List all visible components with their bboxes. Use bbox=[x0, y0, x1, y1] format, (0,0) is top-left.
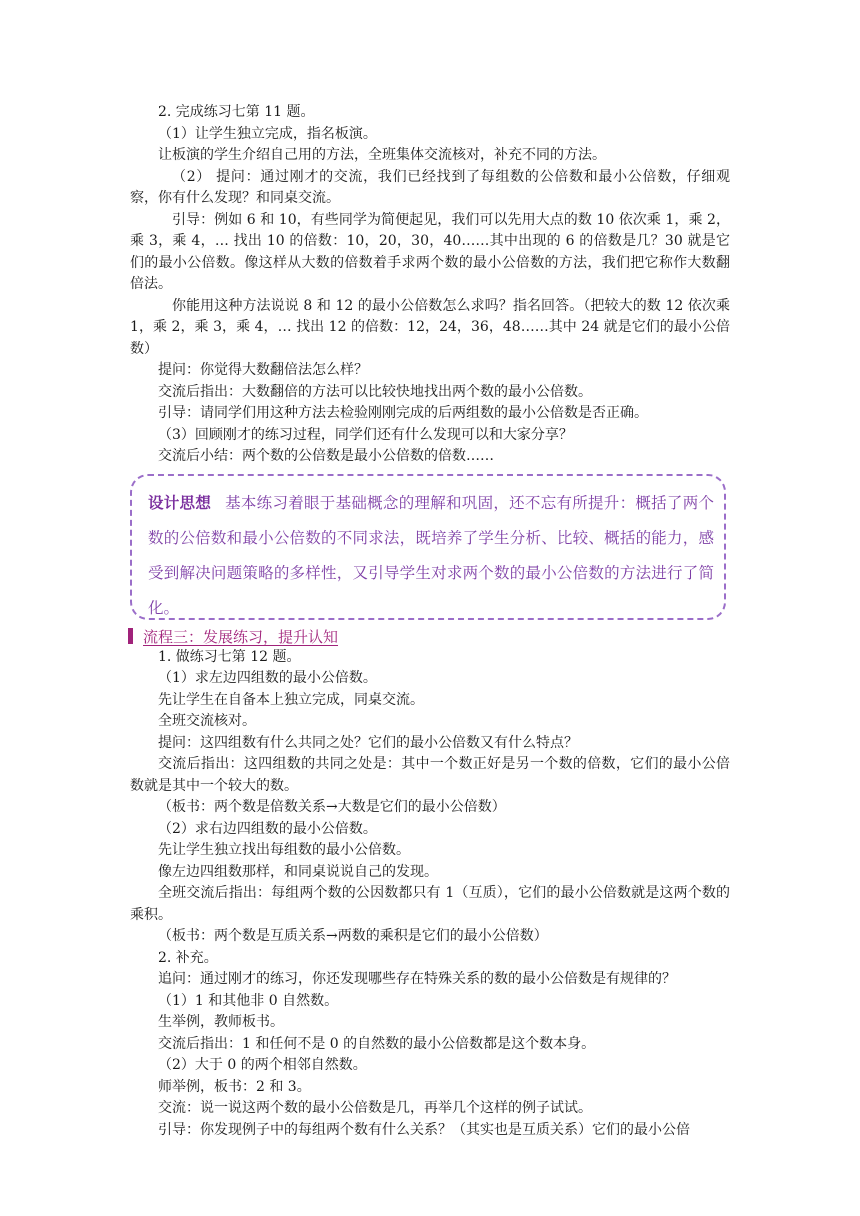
paragraph: 你能用这种方法说说 8 和 12 的最小公倍数怎么求吗？指名回答。（把较大的数 12 依次乘 1，乘 2，乘 3，乘 4，… 找出 12 的倍数：12，24，36，48……其中 24 就是它们的最小公倍数） bbox=[130, 297, 730, 357]
section-marker-bar bbox=[128, 628, 133, 644]
design-thought-body: 基本练习着眼于基础概念的理解和巩固，还不忘有所提升：概括了两个数的公倍数和最小公倍数的不同求法，既培养了学生分析、比较、概括的能力，感受到解决问题策略的多样性，又引导学生对求两个数的最小公倍数的方法进行了简化。 bbox=[148, 493, 714, 617]
paragraph: 引导：例如 6 和 10，有些同学为简便起见，我们可以先用大点的数 10 依次乘 1，乘 2，乘 3，乘 4，… 找出 10 的倍数：10，20，30，40……其中出现的 6 的倍数是几？30 就是它们的最小公倍数。像这样从大数的倍数着手求两个数的最小公倍数的方法，我们把它称作大数翻倍法。 bbox=[130, 211, 730, 292]
paragraph: 交流后小结：两个数的公倍数是最小公倍数的倍数…… bbox=[158, 448, 494, 464]
paragraph: 全班交流核对。 bbox=[158, 713, 256, 729]
paragraph: 2. 完成练习七第 11 题。 bbox=[158, 104, 315, 120]
paragraph: 全班交流后指出：每组两个数的公因数都只有 1（互质），它们的最小公倍数就是这两个数的乘积。 bbox=[130, 885, 730, 923]
paragraph: 先让学生在自备本上独立完成，同桌交流。 bbox=[158, 691, 424, 708]
content-area bbox=[130, 102, 730, 1141]
paragraph: （1）1 和其他非 0 自然数。 bbox=[158, 992, 339, 1009]
paragraph: 提问：这四组数有什么共同之处？它们的最小公倍数又有什么特点？ bbox=[158, 734, 578, 751]
design-thought-text bbox=[148, 486, 714, 626]
paragraph: （板书：两个数是倍数关系→大数是它们的最小公倍数） bbox=[158, 799, 506, 815]
paragraph: 提问：你觉得大数翻倍法怎么样？ bbox=[158, 362, 368, 378]
section-title: 流程三：发展练习，提升认知 bbox=[143, 627, 339, 646]
paragraph: （2） 提问：通过刚才的交流，我们已经找到了每组数的公倍数和最小公倍数，仔细观察，你有什么发现？和同桌交流。 bbox=[130, 168, 730, 206]
section-heading bbox=[128, 626, 730, 647]
design-thought-box bbox=[130, 474, 726, 620]
paragraph: 生举例，教师板书。 bbox=[158, 1014, 284, 1030]
paragraph: （3）回顾刚才的练习过程，同学们还有什么发现可以和大家分享？ bbox=[158, 426, 573, 443]
paragraph: 先让学生独立找出每组数的最小公倍数。 bbox=[158, 842, 410, 858]
paragraph: （板书：两个数是互质关系→两数的乘积是它们的最小公倍数） bbox=[158, 928, 548, 944]
paragraph: （2）求右边四组数的最小公倍数。 bbox=[158, 820, 377, 837]
paragraph: 交流后指出：1 和任何不是 0 的自然数的最小公倍数都是这个数本身。 bbox=[158, 1035, 596, 1052]
paragraph: （1）让学生独立完成，指名板演。 bbox=[158, 125, 377, 142]
design-thought-title: 设计思想 bbox=[148, 493, 212, 512]
paragraph: 交流：说一说这两个数的最小公倍数是几，再举几个这样的例子试试。 bbox=[158, 1100, 592, 1116]
paragraph: 引导：请同学们用这种方法去检验刚刚完成的后两组数的最小公倍数是否正确。 bbox=[158, 405, 648, 421]
paragraph: （1）求左边四组数的最小公倍数。 bbox=[158, 670, 377, 686]
paragraph: 1. 做练习七第 12 题。 bbox=[158, 648, 301, 665]
paragraph: （2）大于 0 的两个相邻自然数。 bbox=[158, 1057, 367, 1073]
paragraph: 引导：你发现例子中的每组两个数有什么关系？（其实也是互质关系）它们的最小公倍 bbox=[158, 1121, 690, 1138]
paragraph: 让板演的学生介绍自己用的方法，全班集体交流核对，补充不同的方法。 bbox=[158, 147, 606, 163]
paragraph: 交流后指出：大数翻倍的方法可以比较快地找出两个数的最小公倍数。 bbox=[158, 383, 592, 400]
paragraph: 2. 补充。 bbox=[158, 949, 218, 966]
paragraph: 师举例，板书：2 和 3。 bbox=[158, 1078, 311, 1095]
paragraph: 交流后指出：这四组数的共同之处是：其中一个数正好是另一个数的倍数，它们的最小公倍数就是其中一个较大的数。 bbox=[130, 756, 730, 794]
paragraph: 追问：通过刚才的练习，你还发现哪些存在特殊关系的数的最小公倍数是有规律的？ bbox=[158, 971, 676, 987]
paragraph: 像左边四组数那样，和同桌说说自己的发现。 bbox=[158, 863, 438, 880]
